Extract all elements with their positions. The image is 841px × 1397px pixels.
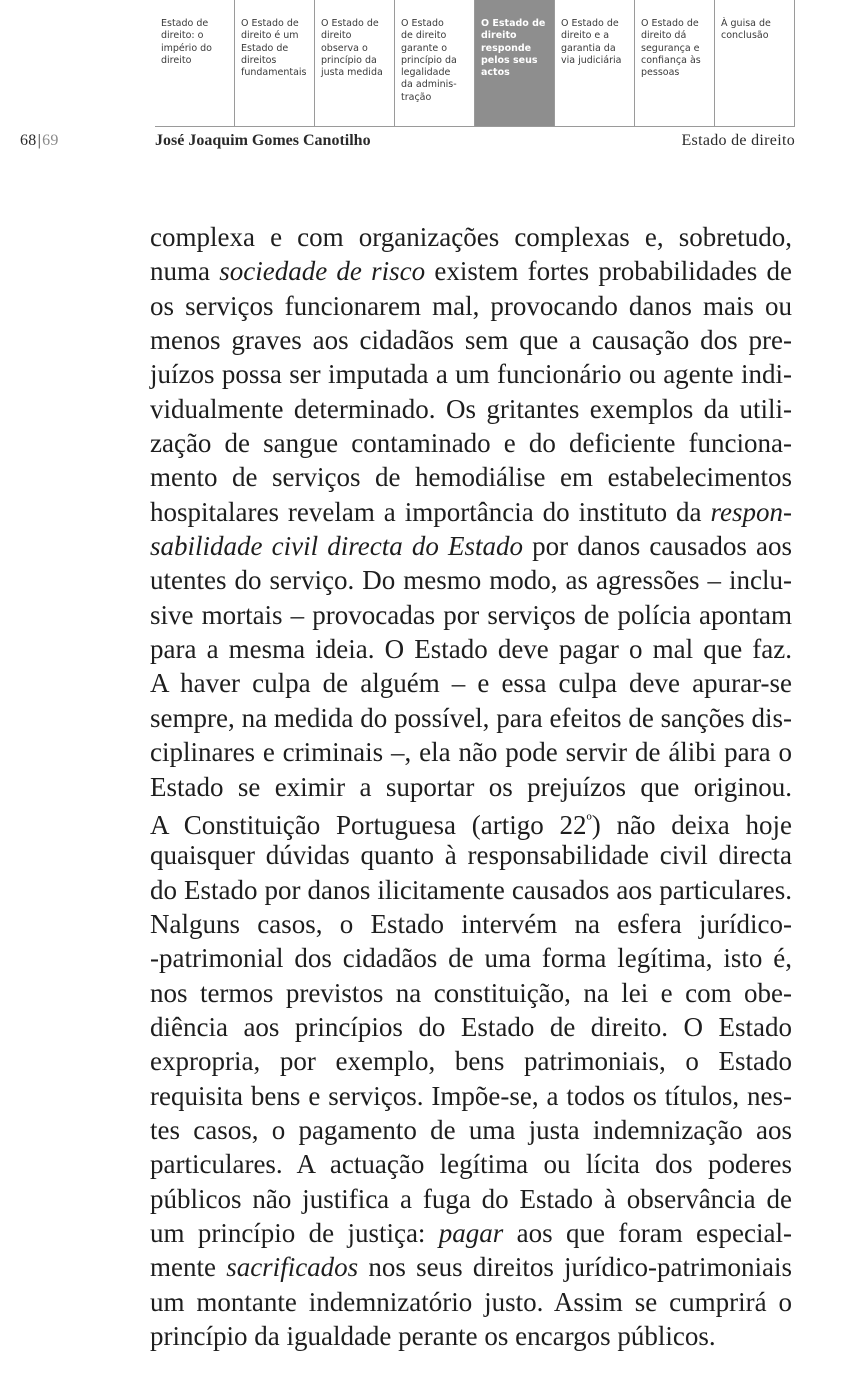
text-line: [150, 632, 792, 666]
text-line: [150, 873, 792, 907]
text-run: Estado se eximir a suportar os prejuízos que originou.: [150, 771, 792, 802]
text-line: [150, 1113, 792, 1147]
text-line: [150, 563, 792, 597]
text-run: A Constituição Portuguesa (artigo 22: [150, 809, 587, 840]
text-run: juízos possa ser imputada a um funcionário ou agente indi-: [150, 359, 792, 390]
page-number-right: 69: [42, 132, 59, 149]
section-title: Estado de direito: [681, 132, 795, 149]
nav-cell-chapter: O Estado de direito dá segurança e confiança às pessoas: [635, 0, 715, 126]
nav-cell-chapter: O Estado de direito observa o princípio da justa medida: [315, 0, 395, 126]
text-run: Nalguns casos, o Estado intervém na esfera jurídico-: [150, 908, 792, 939]
text-line: [150, 1010, 792, 1044]
text-line: [150, 1319, 792, 1353]
text-line: [150, 1079, 792, 1113]
text-run: mente: [150, 1252, 227, 1283]
text-line: [150, 735, 792, 769]
text-run: vidualmente determinado. Os gritantes exemplos da utili-: [150, 393, 792, 424]
text-run: um princípio de justiça:: [150, 1217, 439, 1248]
text-line: [150, 907, 792, 941]
text-run: numa: [150, 256, 220, 287]
text-run: os serviços funcionarem mal, provocando danos mais ou: [150, 290, 792, 321]
text-run: sive mortais – provocadas por serviços de polícia apontam: [150, 599, 792, 630]
chapter-navigation: [155, 0, 795, 127]
text-line: [150, 495, 792, 529]
text-run: para a mesma ideia. O Estado deve pagar o mal que faz.: [150, 634, 792, 665]
nav-cell-chapter: O Estado de direito é um Estado de direitos fundamentais: [235, 0, 315, 126]
text-run: nos seus direitos jurídico-patrimoniais: [358, 1252, 792, 1283]
text-run: A haver culpa de alguém – e essa culpa deve apurar-se: [150, 668, 792, 699]
page-numbers: [20, 132, 59, 150]
text-run: do Estado por danos ilicitamente causados aos particulares.: [150, 874, 792, 905]
text-run: existem fortes probabilidades de: [425, 256, 792, 287]
text-run: -patrimonial dos cidadãos de uma forma legítima, isto é,: [150, 943, 792, 974]
text-line: [150, 666, 792, 700]
text-line: [150, 426, 792, 460]
text-line: [150, 1250, 792, 1284]
text-run: diência aos princípios do Estado de direito. O Estado: [150, 1011, 792, 1042]
text-run: um montante indemnizatório justo. Assim se cumprirá o: [150, 1286, 792, 1317]
text-line: [150, 323, 792, 357]
text-line: [150, 941, 792, 975]
text-line: [150, 701, 792, 735]
nav-cell-current-chapter: O Estado de direito responde pelos seus actos: [475, 0, 555, 126]
text-line: [150, 1182, 792, 1216]
text-line: [150, 1147, 792, 1181]
nav-cell-chapter: O Estado de direito e a garantia da via judiciária: [555, 0, 635, 126]
italic-text-run: pagar: [438, 1217, 504, 1248]
text-run: hospitalares revelam a importância do instituto da: [150, 496, 711, 527]
italic-text-run: sabilidade civil directa do Estado: [150, 531, 523, 562]
text-run: quaisquer dúvidas quanto à responsabilidade civil directa: [150, 840, 792, 871]
italic-text-run: sacrificados: [226, 1252, 359, 1283]
text-line: [150, 357, 792, 391]
text-run: tes casos, o pagamento de uma justa indemnização aos: [150, 1114, 792, 1145]
text-run: complexa e com organizações complexas e, sobretudo,: [150, 222, 792, 252]
text-run: particulares. A actuação legítima ou lícita dos poderes: [150, 1149, 792, 1180]
nav-cell-chapter: À guisa de conclusão: [715, 0, 795, 126]
italic-text-run: respon-: [710, 496, 792, 527]
text-run: sempre, na medida do possível, para efeitos de sanções dis-: [150, 702, 792, 733]
text-line: [150, 289, 792, 323]
text-line: [150, 1285, 792, 1319]
page-number-separator: |: [37, 132, 42, 149]
running-header: [0, 128, 841, 156]
text-line: [150, 770, 792, 804]
text-line: [150, 598, 792, 632]
text-line: [150, 220, 792, 254]
italic-text-run: sociedade de risco: [219, 256, 426, 287]
nav-cell-chapter: Estado de direito: o império do direito: [155, 0, 235, 126]
text-run: utentes do serviço. Do mesmo modo, as agressões – inclu-: [150, 565, 792, 596]
text-line: [150, 254, 792, 288]
text-line: [150, 529, 792, 563]
text-run: zação de sangue contaminado e do deficiente funciona-: [150, 428, 792, 459]
text-run: ) não deixa hoje: [591, 809, 792, 840]
author-name: José Joaquim Gomes Canotilho: [155, 132, 371, 149]
text-run: ciplinares e criminais –, ela não pode servir de álibi para o: [150, 737, 792, 768]
text-line: [150, 804, 792, 838]
text-line: [150, 392, 792, 426]
text-line: [150, 976, 792, 1010]
text-run: requisita bens e serviços. Impõe-se, a todos os títulos, nes-: [150, 1080, 792, 1111]
text-run: mento de serviços de hemodiálise em estabelecimentos: [150, 462, 792, 493]
text-run: aos que foram especial-: [503, 1217, 792, 1248]
text-line: [150, 460, 792, 494]
text-run: por danos causados aos: [523, 531, 792, 562]
text-line: [150, 1044, 792, 1078]
text-run: expropria, por exemplo, bens patrimoniais, o Estado: [150, 1046, 792, 1077]
text-run: princípio da igualdade perante os encargos públicos.: [150, 1321, 716, 1351]
ordinal-superscript: º: [586, 810, 592, 830]
page-number-left: 68: [20, 132, 37, 149]
text-run: nos termos previstos na constituição, na lei e com obe-: [150, 977, 792, 1008]
text-line: [150, 838, 792, 872]
text-line: [150, 1216, 792, 1250]
text-run: públicos não justifica a fuga do Estado à observância de: [150, 1183, 792, 1214]
body-text: [150, 220, 792, 1353]
nav-cell-chapter: O Estado de direito garante o princípio da legalidade da adminis- tração: [395, 0, 475, 126]
text-run: menos graves aos cidadãos sem que a causação dos pre-: [150, 325, 792, 356]
